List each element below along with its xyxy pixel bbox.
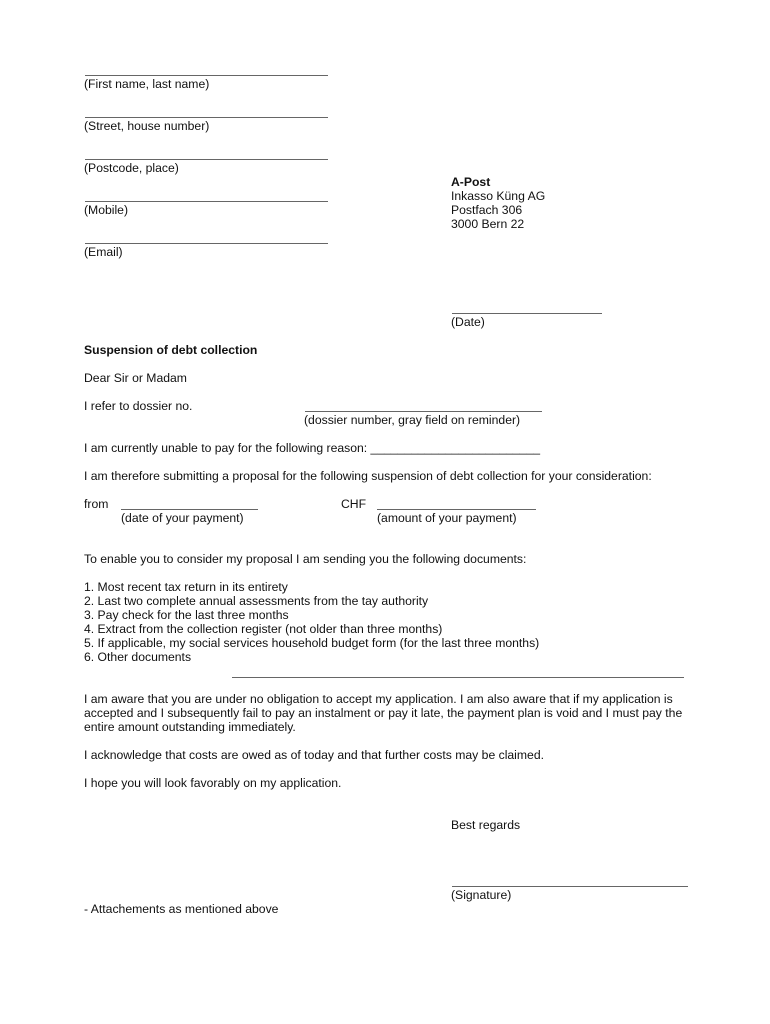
costs-paragraph: I acknowledge that costs are owed as of today and that further costs may be claimed. xyxy=(84,748,544,762)
signature-field[interactable] xyxy=(452,886,688,887)
first-last-name-label: (First name, last name) xyxy=(84,77,210,91)
dossier-hint: (dossier number, gray field on reminder) xyxy=(304,413,521,427)
recipient-delivery: A-Post xyxy=(451,175,491,189)
awareness-paragraph: I am aware that you are under no obligation to accept my application. I am also aware that if my application is accepted and I subsequently fail to pay an instalment or pay it late, the payment plan is void and I must pay the entire amount outstanding immediately. xyxy=(84,692,683,734)
hope-paragraph: I hope you will look favorably on my application. xyxy=(84,776,342,790)
attachments-note: - Attachements as mentioned above xyxy=(84,902,279,916)
date-label: (Date) xyxy=(451,315,485,329)
from-label: from xyxy=(84,497,109,511)
dossier-number-field[interactable] xyxy=(305,411,542,412)
other-documents-field[interactable] xyxy=(232,677,684,678)
salutation: Dear Sir or Madam xyxy=(84,371,187,385)
document-list-item: 3. Pay check for the last three months xyxy=(84,608,289,622)
email-field[interactable] xyxy=(85,243,328,244)
document-list-item: 1. Most recent tax return in its entirety xyxy=(84,580,288,594)
email-label: (Email) xyxy=(84,245,123,259)
document-list-item: 5. If applicable, my social services household budget form (for the last three months) xyxy=(84,636,540,650)
first-last-name-field[interactable] xyxy=(85,75,328,76)
currency-label: CHF xyxy=(341,497,367,511)
signature-label: (Signature) xyxy=(451,888,512,902)
document-list-item: 4. Extract from the collection register (not older than three months) xyxy=(84,622,443,636)
payment-amount-field[interactable] xyxy=(377,509,536,510)
proposal-text: I am therefore submitting a proposal for the following suspension of debt collection for your consideration: xyxy=(84,469,652,483)
recipient-company: Inkasso Küng AG xyxy=(451,189,546,203)
payment-date-hint: (date of your payment) xyxy=(121,511,244,525)
street-label: (Street, house number) xyxy=(84,119,210,133)
recipient-city: 3000 Bern 22 xyxy=(451,217,525,231)
document-list-item: 6. Other documents xyxy=(84,650,192,664)
subject-heading: Suspension of debt collection xyxy=(84,343,258,357)
street-field[interactable] xyxy=(85,117,328,118)
documents-intro: To enable you to consider my proposal I am sending you the following documents: xyxy=(84,552,527,566)
payment-amount-hint: (amount of your payment) xyxy=(377,511,517,525)
date-field[interactable] xyxy=(452,313,602,314)
payment-date-field[interactable] xyxy=(121,509,258,510)
mobile-field[interactable] xyxy=(85,201,328,202)
postcode-label: (Postcode, place) xyxy=(84,161,179,175)
reason-text[interactable]: I am currently unable to pay for the following reason: _________________________ xyxy=(84,441,541,455)
postcode-field[interactable] xyxy=(85,159,328,160)
recipient-postbox: Postfach 306 xyxy=(451,203,523,217)
mobile-label: (Mobile) xyxy=(84,203,129,217)
closing-regards: Best regards xyxy=(451,818,521,832)
document-list-item: 2. Last two complete annual assessments from the tay authority xyxy=(84,594,429,608)
dossier-text: I refer to dossier no. xyxy=(84,399,193,413)
